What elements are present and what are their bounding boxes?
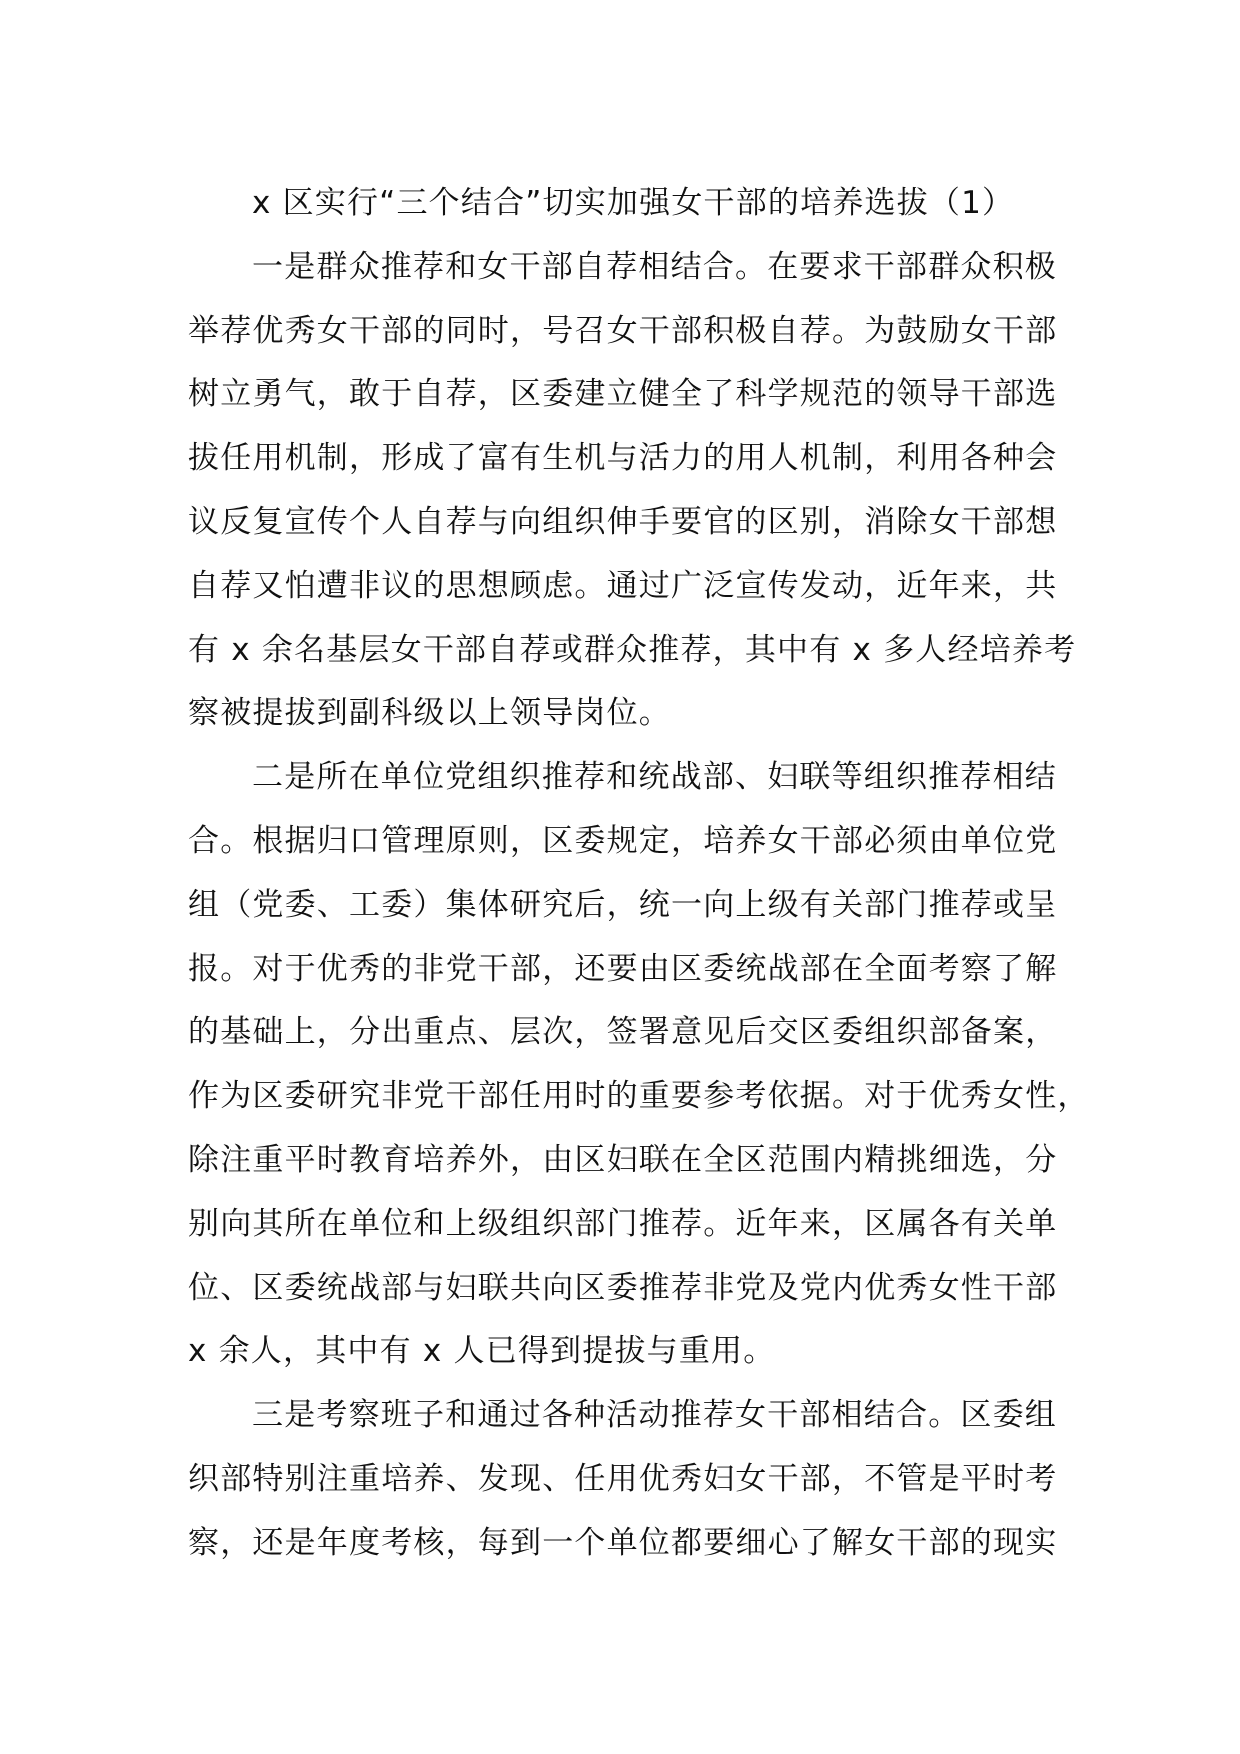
paragraph-line: 二是所在单位党组织推荐和统战部、妇联等组织推荐相结 <box>252 759 1057 796</box>
document-title: x 区实行“三个结合”切实加强女干部的培养选拔（1） <box>252 185 1015 221</box>
paragraph-line: 三是考察班子和通过各种活动推荐女干部相结合。区委组 <box>252 1397 1057 1434</box>
paragraph-line: x 余人，其中有 x 人已得到提拔与重用。 <box>188 1333 776 1370</box>
paragraph-2 <box>188 746 1090 1384</box>
paragraph-line: 举荐优秀女干部的同时，号召女干部积极自荐。为鼓励女干部 <box>188 312 1058 349</box>
paragraph-3 <box>188 1384 1058 1575</box>
paragraph-line: 的基础上，分出重点、层次，签署意见后交区委组织部备案， <box>188 1014 1058 1051</box>
paragraph-line: 一是群众推荐和女干部自荐相结合。在要求干部群众积极 <box>252 248 1057 285</box>
paragraph-line: 察被提拔到副科级以上领导岗位。 <box>188 695 671 732</box>
paragraph-line: 除注重平时教育培养外，由区妇联在全区范围内精挑细选，分 <box>188 1141 1058 1178</box>
paragraph-line: 别向其所在单位和上级组织部门推荐。近年来，区属各有关单 <box>188 1205 1058 1242</box>
paragraph-line: 拔任用机制，形成了富有生机与活力的用人机制，利用各种会 <box>188 440 1058 477</box>
paragraph-1 <box>188 236 1077 746</box>
paragraph-line: 有 x 余名基层女干部自荐或群众推荐，其中有 x 多人经培养考 <box>188 631 1077 668</box>
paragraph-line: 织部特别注重培养、发现、任用优秀妇女干部，不管是平时考 <box>188 1460 1058 1497</box>
paragraph-line: 作为区委研究非党干部任用时的重要参考依据。对于优秀女性， <box>188 1078 1090 1115</box>
document-body <box>188 172 1090 1576</box>
paragraph-line: 察，还是年度考核，每到一个单位都要细心了解女干部的现实 <box>188 1524 1058 1561</box>
paragraph-line: 位、区委统战部与妇联共向区委推荐非党及党内优秀女性干部 <box>188 1269 1058 1306</box>
paragraph-line: 树立勇气，敢于自荐，区委建立健全了科学规范的领导干部选 <box>188 376 1058 413</box>
paragraph-line: 报。对于优秀的非党干部，还要由区委统战部在全面考察了解 <box>188 950 1058 987</box>
paragraph-line: 组（党委、工委）集体研究后，统一向上级有关部门推荐或呈 <box>188 886 1058 923</box>
paragraph-line: 议反复宣传个人自荐与向组织伸手要官的区别，消除女干部想 <box>188 503 1058 540</box>
paragraph-line: 合。根据归口管理原则，区委规定，培养女干部必须由单位党 <box>188 822 1058 859</box>
paragraph-line: 自荐又怕遭非议的思想顾虑。通过广泛宣传发动，近年来，共 <box>188 567 1058 604</box>
